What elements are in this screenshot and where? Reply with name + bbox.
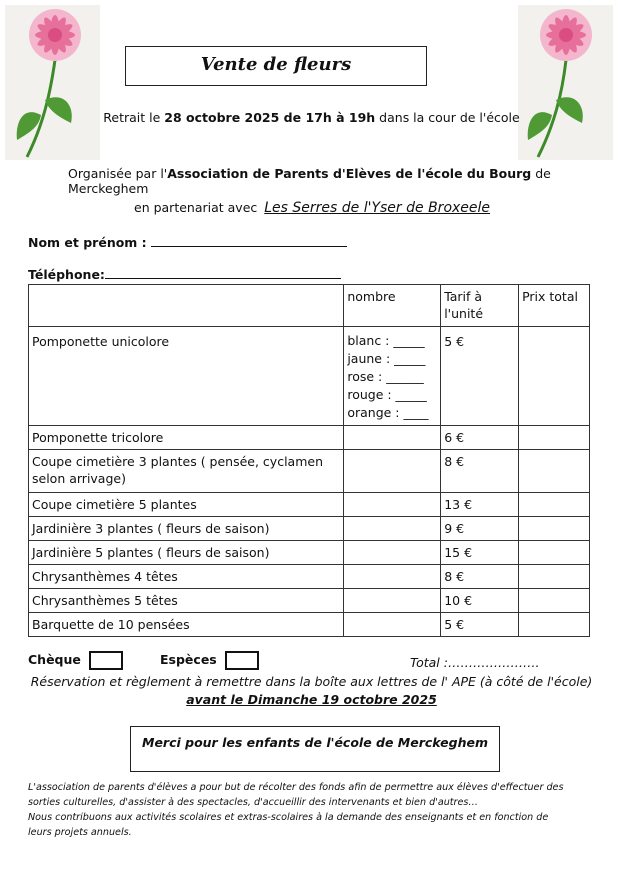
product-cell: Coupe cimetière 3 plantes ( pensée, cyclamen selon arrivage) [29,450,344,493]
quantity-cell[interactable] [344,589,441,613]
color-jaune: jaune : _____ [347,351,426,366]
table-row [29,493,590,517]
table-row [29,613,590,637]
cheque-checkbox[interactable] [89,651,123,670]
partner-name: Les Serres de l'Yser de Broxeele [264,200,491,216]
total-cell[interactable] [519,565,590,589]
price-cell: 8 € [441,450,519,493]
quantity-cell[interactable] [344,426,441,450]
price-cell: 9 € [441,517,519,541]
product-cell: Jardinière 3 plantes ( fleurs de saison) [29,517,344,541]
payment-especes [160,651,259,670]
table-row [29,426,590,450]
name-field [28,235,347,250]
header-prix: Prix total [519,285,590,327]
table-row [29,541,590,565]
color-quantity-cell[interactable] [344,327,441,426]
organisation-suffix: de Merckeghem [68,166,551,196]
product-cell: Coupe cimetière 5 plantes [29,493,344,517]
deadline-text: avant le Dimanche 19 octobre 2025 [186,692,437,707]
page-title: Vente de fleurs [200,54,352,75]
merci-text: Merci pour les enfants de l'école de Merckeghem [142,735,488,750]
phone-label: Téléphone: [28,267,105,282]
partner-prefix: en partenariat avec [134,200,258,215]
table-row [29,517,590,541]
price-cell: 15 € [441,541,519,565]
organisation-prefix: Organisée par l' [68,166,168,181]
name-label: Nom et prénom : [28,235,147,250]
table-row [29,589,590,613]
quantity-cell[interactable] [344,541,441,565]
color-orange: orange : ____ [347,405,429,420]
flower-illustration-left [5,5,100,160]
total-cell[interactable] [519,589,590,613]
table-header-row [29,285,590,327]
table-row [29,565,590,589]
header-product [29,285,344,327]
product-cell: Pomponette tricolore [29,426,344,450]
product-cell: Chrysanthèmes 4 têtes [29,565,344,589]
note-line-1: L'association de parents d'élèves a pour but de récolter des fonds afin de permettre aux élèves d'effectuer des [28,782,564,793]
product-cell: Barquette de 10 pensées [29,613,344,637]
total-cell[interactable] [519,517,590,541]
order-table [28,284,590,637]
note-line-2: sorties culturelles, d'assister à des spectacles, d'accueillir des intervenants et bien d'autres… [28,797,478,808]
association-name: Association de Parents d'Elèves de l'école du Bourg [167,166,532,181]
total-cell[interactable] [519,426,590,450]
total-cell[interactable] [519,450,590,493]
note-line-3: Nous contribuons aux activités scolaires et extras-scolaires à la demande des enseignants et en fonction de [28,812,549,823]
title-box [125,46,427,86]
total-cell[interactable] [519,493,590,517]
phone-field [28,267,341,282]
especes-checkbox[interactable] [225,651,259,670]
retrait-line [0,110,623,125]
total-field[interactable]: Total :…………………. [410,655,540,670]
retrait-prefix: Retrait le [103,110,161,125]
merci-box [130,726,500,772]
price-cell: 5 € [441,613,519,637]
quantity-cell[interactable] [344,450,441,493]
product-cell: Chrysanthèmes 5 têtes [29,589,344,613]
header-tarif: Tarif à l'unité [441,285,519,327]
color-blanc: blanc : _____ [347,333,425,348]
quantity-cell[interactable] [344,517,441,541]
product-cell: Pomponette unicolore [29,327,344,426]
especes-label: Espèces [160,652,217,667]
organisation-line [68,166,623,196]
phone-input-line[interactable] [105,278,341,279]
product-cell: Jardinière 5 plantes ( fleurs de saison) [29,541,344,565]
retrait-suffix: dans la cour de l'école [379,110,520,125]
price-cell: 13 € [441,493,519,517]
price-cell: 6 € [441,426,519,450]
header-nombre: nombre [344,285,441,327]
quantity-cell[interactable] [344,493,441,517]
cheque-label: Chèque [28,652,81,667]
table-row [29,327,590,426]
table-row [29,450,590,493]
total-cell[interactable] [519,541,590,565]
color-rose: rose : ______ [347,369,424,384]
total-cell[interactable] [519,327,590,426]
total-cell[interactable] [519,613,590,637]
price-cell: 5 € [441,327,519,426]
association-note [28,780,598,840]
reservation-text: Réservation et règlement à remettre dans la boîte aux lettres de l' APE (à côté de l'école) [30,674,593,689]
name-input-line[interactable] [151,246,347,247]
quantity-cell[interactable] [344,565,441,589]
price-cell: 10 € [441,589,519,613]
payment-cheque [28,651,123,670]
flower-illustration-right [518,5,613,160]
retrait-date: 28 octobre 2025 de 17h à 19h [164,110,376,125]
quantity-cell[interactable] [344,613,441,637]
partner-line [134,200,490,216]
note-line-4: leurs projets annuels. [28,827,132,838]
color-rouge: rouge : _____ [347,387,427,402]
price-cell: 8 € [441,565,519,589]
